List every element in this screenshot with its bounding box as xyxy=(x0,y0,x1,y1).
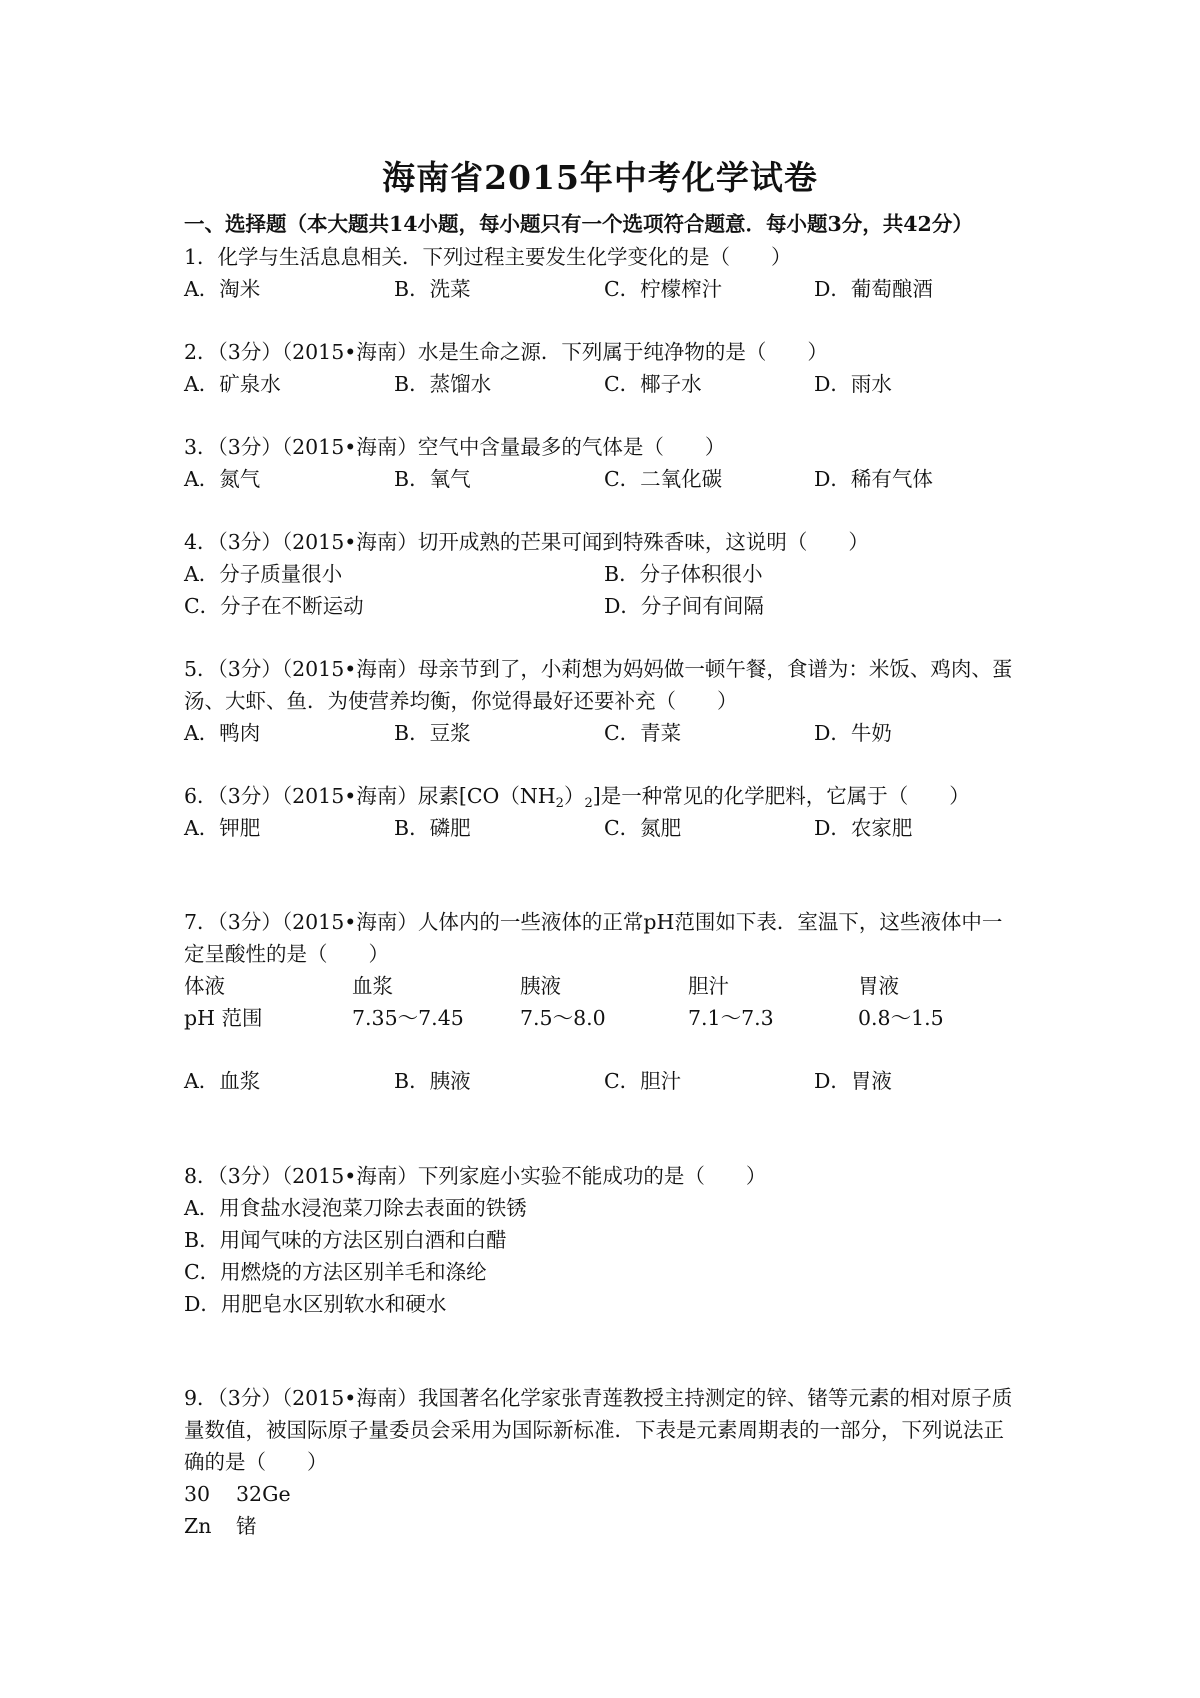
q3-option-c: C．二氧化碳 xyxy=(604,467,723,491)
ph-table-header-plasma: 血浆 xyxy=(352,974,393,998)
q8-option-c: C．用燃烧的方法区别羊毛和涤纶 xyxy=(184,1260,487,1284)
q2-option-a: A．矿泉水 xyxy=(184,372,281,396)
ph-table-cell-gastric: 0.8～1.5 xyxy=(858,1006,944,1030)
ph-table-cell-plasma: 7.35～7.45 xyxy=(352,1006,464,1030)
q6-option-a: A．钾肥 xyxy=(184,816,261,840)
q5-option-d: D．牛奶 xyxy=(814,721,892,745)
q4-option-a: A．分子质量很小 xyxy=(184,562,343,586)
q7-option-c: C．胆汁 xyxy=(604,1069,682,1093)
q4-option-d: D．分子间有间隔 xyxy=(604,594,764,618)
question-8-stem: 8．（3分）（2015•海南）下列家庭小实验不能成功的是（ ） xyxy=(184,1164,767,1188)
q6-subscript-1: 2 xyxy=(555,796,564,811)
q6-stem-start: 6．（3分）（2015•海南）尿素[CO（NH xyxy=(184,784,556,808)
q8-option-d: D．用肥皂水区别软水和硬水 xyxy=(184,1292,447,1316)
periodic-table-ge-name: 锗 xyxy=(236,1514,257,1538)
q6-stem-end: ]是一种常见的化学肥料，它属于（ ） xyxy=(592,784,970,808)
q7-option-d: D．胃液 xyxy=(814,1069,892,1093)
q3-option-a: A．氮气 xyxy=(184,467,261,491)
q6-option-b: B．磷肥 xyxy=(394,816,471,840)
ph-table-header-body-fluid: 体液 xyxy=(184,974,225,998)
q5-option-a: A．鸭肉 xyxy=(184,721,261,745)
q8-option-a: A．用食盐水浸泡菜刀除去表面的铁锈 xyxy=(184,1196,527,1220)
q6-option-d: D．农家肥 xyxy=(814,816,913,840)
q8-option-b: B．用闻气味的方法区别白酒和白醋 xyxy=(184,1228,507,1252)
question-9-stem-line-2: 量数值，被国际原子量委员会采用为国际新标准．下表是元素周期表的一部分，下列说法正 xyxy=(184,1418,1004,1442)
q7-option-b: B．胰液 xyxy=(394,1069,471,1093)
q1-option-a: A．淘米 xyxy=(184,277,261,301)
question-4-stem: 4．（3分）（2015•海南）切开成熟的芒果可闻到特殊香味，这说明（ ） xyxy=(184,530,869,554)
ph-table-row-label: pH 范围 xyxy=(184,1006,263,1030)
q6-stem-mid: ） xyxy=(563,784,585,808)
q6-option-c: C．氮肥 xyxy=(604,816,682,840)
q3-option-b: B．氧气 xyxy=(394,467,471,491)
question-9-stem-line-3: 确的是（ ） xyxy=(184,1450,328,1474)
q5-option-b: B．豆浆 xyxy=(394,721,471,745)
question-5-stem-line-2: 汤、大虾、鱼．为使营养均衡，你觉得最好还要补充（ ） xyxy=(184,689,738,713)
page-title: 海南省2015年中考化学试卷 xyxy=(382,158,818,197)
ph-table-header-bile: 胆汁 xyxy=(688,974,729,998)
section-heading: 一、选择题（本大题共14小题，每小题只有一个选项符合题意．每小题3分，共42分） xyxy=(184,212,973,236)
question-9-stem-line-1: 9．（3分）（2015•海南）我国著名化学家张青莲教授主持测定的锌、锗等元素的相对原子质 xyxy=(184,1386,1013,1410)
question-2-stem: 2．（3分）（2015•海南）水是生命之源．下列属于纯净物的是（ ） xyxy=(184,340,828,364)
question-7-stem-line-1: 7．（3分）（2015•海南）人体内的一些液体的正常pH范围如下表．室温下，这些液体中一 xyxy=(184,910,1003,934)
q1-option-d: D．葡萄酿酒 xyxy=(814,277,933,301)
question-5-stem-line-1: 5．（3分）（2015•海南）母亲节到了，小莉想为妈妈做一顿午餐，食谱为：米饭、鸡肉、蛋 xyxy=(184,657,1013,681)
q4-option-b: B．分子体积很小 xyxy=(604,562,763,586)
question-6-stem xyxy=(184,782,970,810)
q7-option-a: A．血浆 xyxy=(184,1069,261,1093)
q2-option-c: C．椰子水 xyxy=(604,372,702,396)
periodic-table-ge-number: 32Ge xyxy=(236,1482,291,1506)
ph-table-cell-pancreatic: 7.5～8.0 xyxy=(520,1006,606,1030)
q2-option-d: D．雨水 xyxy=(814,372,892,396)
periodic-table-zn-symbol: Zn xyxy=(184,1514,212,1538)
q1-option-c: C．柠檬榨汁 xyxy=(604,277,723,301)
question-7-stem-line-2: 定呈酸性的是（ ） xyxy=(184,942,389,966)
ph-table-header-gastric: 胃液 xyxy=(858,974,899,998)
periodic-table-zn-number: 30 xyxy=(184,1482,211,1506)
ph-table-header-pancreatic: 胰液 xyxy=(520,974,561,998)
question-3-stem: 3．（3分）（2015•海南）空气中含量最多的气体是（ ） xyxy=(184,435,726,459)
q1-option-b: B．洗菜 xyxy=(394,277,471,301)
q6-subscript-2: 2 xyxy=(584,796,593,811)
q2-option-b: B．蒸馏水 xyxy=(394,372,492,396)
question-1-stem: 1．化学与生活息息相关．下列过程主要发生化学变化的是（ ） xyxy=(184,245,792,269)
ph-table-cell-bile: 7.1～7.3 xyxy=(688,1006,774,1030)
q5-option-c: C．青菜 xyxy=(604,721,682,745)
q4-option-c: C．分子在不断运动 xyxy=(184,594,364,618)
q3-option-d: D．稀有气体 xyxy=(814,467,933,491)
